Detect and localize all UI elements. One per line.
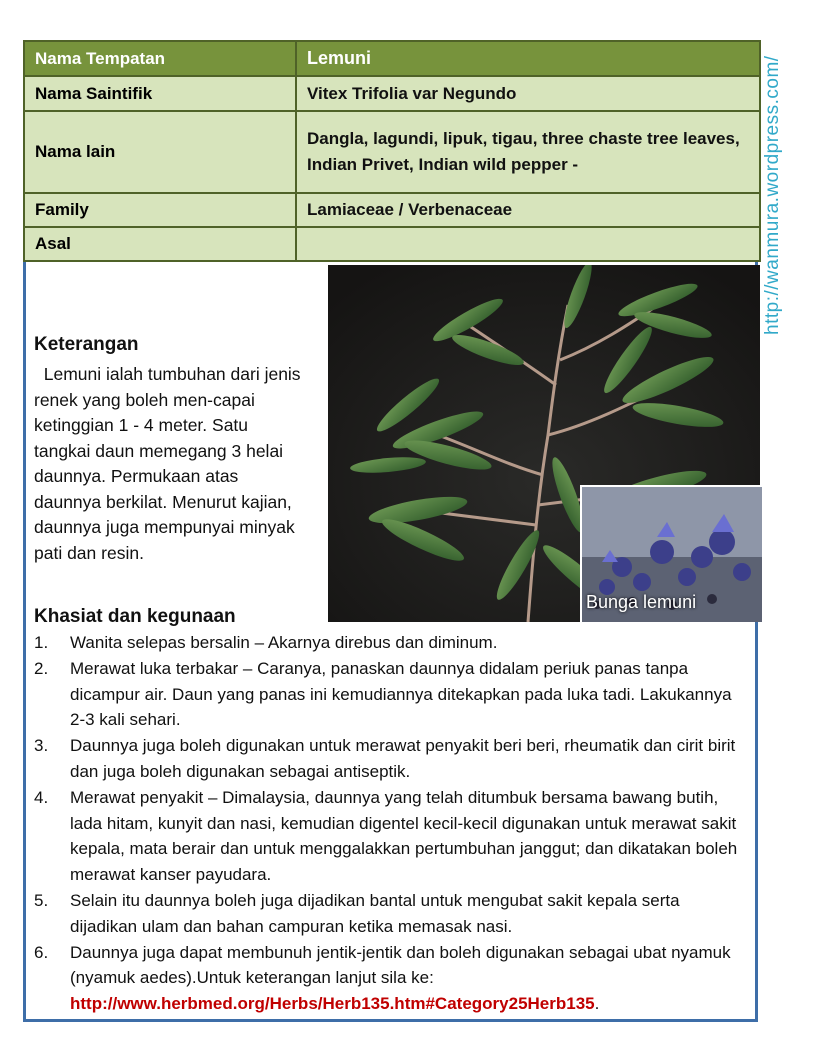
row-key: Nama lain (24, 111, 296, 193)
item-text: Merawat luka terbakar – Caranya, panaskan daunnya didalam periuk panas tanpa dicampur air. Daun yang panas ini kemudiannya ditekapkan pada luka tadi. Lakukannya 2-3 kali sehari. (70, 658, 732, 730)
khasiat-heading: Khasiat dan kegunaan (34, 606, 236, 627)
khasiat-list (34, 630, 744, 1017)
item-number: 1. (34, 633, 49, 652)
item-number: 5. (34, 890, 49, 910)
table-header-row (24, 41, 760, 76)
item-text: Selain itu daunnya boleh juga dijadikan bantal untuk mengubat sakit kepala serta dijadikan ulam dan bahan campuran ketika memasak nasi. (70, 890, 680, 936)
info-table (23, 40, 761, 262)
list-item (34, 888, 744, 940)
table-row (24, 111, 760, 193)
keterangan-text: Lemuni ialah tumbuhan dari jenis renek yang boleh men-capai ketinggian 1 - 4 meter. Satu tangkai daun memegang 3 helai daunnya. Permukaan atas daunnya berkilat. Menurut kajian, daunnya juga mempunyai minyak pati dan resin. (34, 364, 306, 563)
table-row (24, 76, 760, 111)
table-row (24, 193, 760, 227)
item-text: Daunnya juga boleh digunakan untuk merawat penyakit beri beri, rheumatik dan cirit birit dan juga boleh digunakan sebagai antiseptik. (70, 736, 736, 781)
item-number: 2. (34, 658, 49, 678)
item-text: Merawat penyakit – Dimalaysia, daunnya yang telah ditumbuk bersama bawang butih, lada hitam, kunyit dan nasi, kemudian digentel kecil-kecil digunakan untuk merawat sakit kepala, mata berair dan untuk menggalakkan pertumbuhan janggut; dan dikatakan boleh merawat kanser payudara. (70, 787, 738, 885)
list-item (34, 940, 744, 1017)
side-url[interactable]: http://wanmura.wordpress.com/ (762, 55, 783, 335)
row-value (296, 227, 760, 261)
row-key: Asal (24, 227, 296, 261)
flower-caption: Bunga lemuni (586, 592, 697, 612)
item-text: Daunnya juga dapat membunuh jentik-jentik dan boleh digunakan sebagai ubat nyamuk (nyamuk aedes).Untuk keterangan lanjut sila ke: (70, 942, 731, 988)
header-value: Lemuni (296, 41, 760, 76)
list-item (34, 785, 744, 888)
item-text: Wanita selepas bersalin – Akarnya direbus dan diminum. (70, 633, 498, 652)
list-item (34, 733, 744, 785)
item-tail: . (594, 994, 600, 1014)
header-key: Nama Tempatan (24, 41, 296, 76)
item-number: 3. (34, 736, 49, 756)
row-value: Lamiaceae / Verbenaceae (296, 193, 760, 227)
row-value: Vitex Trifolia var Negundo (296, 76, 760, 111)
table-row (24, 227, 760, 261)
list-item (34, 656, 744, 733)
row-key: Nama Saintifik (24, 76, 296, 111)
keterangan-heading: Keterangan (34, 334, 139, 355)
row-value: Dangla, lagundi, lipuk, tigau, three chaste tree leaves, Indian Privet, Indian wild pepper - (296, 111, 760, 193)
item-number: 6. (34, 942, 49, 962)
list-item (34, 630, 744, 656)
row-key: Family (24, 193, 296, 227)
item-number: 4. (34, 787, 49, 807)
herbmed-link[interactable]: http://www.herbmed.org/Herbs/Herb135.htm#Category25Herb135 (70, 994, 595, 1014)
